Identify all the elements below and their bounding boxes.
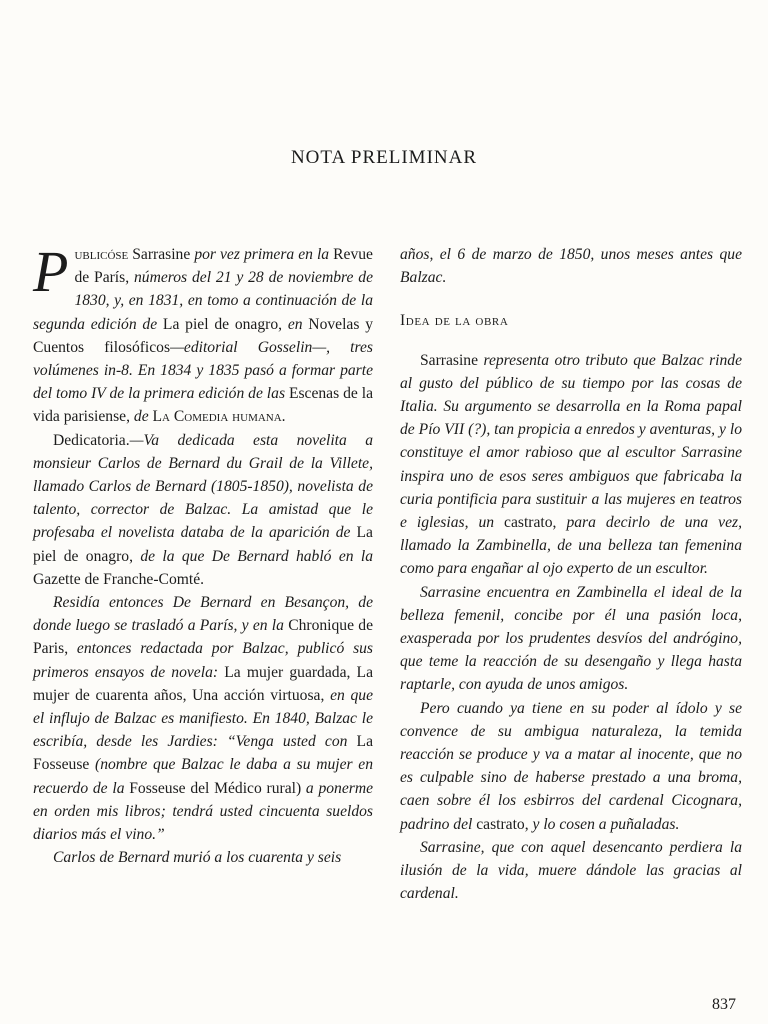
text-run: y lo cosen a puñaladas. <box>532 815 680 833</box>
page-title: NOTA PRELIMINAR <box>290 147 478 168</box>
text-run: por vez primera en la <box>194 246 330 263</box>
text-run: Residía entonces De Bernard en Besançon, de donde luego se trasladó a París, y en la <box>33 594 373 635</box>
paragraph-death <box>33 846 373 869</box>
paragraph-argument <box>400 349 742 581</box>
text-run: representa otro tributo que Balzac rinde al gusto del público de su tiempo por las cosas de Italia. Su argumento se desarrolla en la Roma papal de Pío VII (?), tan propicia a enredos y aventuras, y lo constituye el amor rabioso que al escultor Sarrasine inspira uno de esos seres ambiguos que fabricaba la curia pontificia para sustituir a las mujeres en teatros e iglesias, un <box>400 351 742 532</box>
text-run: La Fosseuse <box>33 733 373 774</box>
text-run: La Comedia humana. <box>148 408 286 426</box>
text-run: Dedicatoria. <box>53 431 130 449</box>
text-run: Escenas de la vida parisiense, <box>33 385 373 426</box>
text-run: de <box>133 408 149 426</box>
text-run: La mujer guardada, La mujer de cuarenta años, Una acción virtuosa, <box>33 663 374 704</box>
text-run: La piel de onagro, <box>157 315 288 333</box>
text-run: Sarrasine <box>128 246 195 263</box>
page-number: 837 <box>712 996 736 1013</box>
text-run: —Va dedicada esta novelita a monsieur Carlos de Bernard du Grail de la Villete, llamado Carlos de Bernard (1805-1850), novelista de talento, corrector de Balzac. La amistad que le profesaba el novelista databa de la aparición de <box>33 431 373 542</box>
text-run: números del 21 y 28 de noviembre de 1830, y, en 1831, en tomo a continuación de la segunda edición de <box>33 269 373 333</box>
text-run: castrato, <box>494 514 567 532</box>
text-run: (nombre que Balzac le daba a su mujer en recuerdo de la <box>33 756 373 797</box>
text-run: Chronique de Paris, <box>33 617 373 658</box>
text-run: Carlos de Bernard murió a los cuarenta y seis <box>53 849 342 867</box>
text-run: en que el influjo de Balzac es manifiesto. En 1840, Balzac le escribía, desde les Jardies: “Venga usted con <box>33 686 373 751</box>
lead-word: ublicóse <box>74 246 129 263</box>
paragraph-besancon <box>33 591 373 846</box>
text-run: Gazette de Franche-Comté. <box>33 570 205 588</box>
text-run: de la que De Bernard habló en la <box>140 547 373 565</box>
text-run: Sarrasine <box>420 351 484 369</box>
text-run: Sarrasine, que con aquel desencanto perdiera la ilusión de la vida, muere dándole las gracias al cardenal. <box>400 838 742 903</box>
text-run: Sarrasine encuentra en Zambinella el ideal de la belleza femenil, concibe por él una pasión loca, exasperada por los prudentes desvíos del andrógino, que teme la reacción de su desengaño y llega hasta raptarle, con ayuda de unos amigos. <box>400 583 742 694</box>
paragraph-passion <box>400 581 742 697</box>
paragraph-continuation <box>400 243 742 289</box>
text-run: Novelas y Cuentos filosóficos <box>33 315 373 356</box>
paragraph-ending <box>400 836 742 906</box>
text-run: años, el 6 de marzo de 1850, unos meses antes que Balzac. <box>400 246 742 287</box>
paragraph-dedication <box>33 429 373 591</box>
text-run: Revue de París, <box>74 246 373 287</box>
paragraph-reaction <box>400 697 742 836</box>
section-heading: Idea de la obra <box>400 312 509 330</box>
text-run: —editorial Gosselin—, tres volúmenes in-8. En 1834 y 1835 pasó a formar parte del tomo IV de la primera edición de las <box>33 338 373 403</box>
text-run: Fosseuse del Médico rural) <box>124 779 306 797</box>
text-run: Pero cuando ya tiene en su poder al ídolo y se convence de su ambigua naturaleza, la temida reacción se produce y va a matar al inocente, que no es culpable sino de haberse prestado a una broma, caen sobre él los esbirros del cardenal Cicognara, padrino del <box>400 699 742 833</box>
text-run: entonces redactada por Balzac, publicó sus primeros ensayos de novela: <box>33 640 374 681</box>
text-run: para decirlo de una vez, llamado la Zambinella, de una belleza tan femenina como para engañar al ojo experto de un escultor. <box>400 514 742 578</box>
text-run: en <box>287 315 303 333</box>
drop-cap: P <box>33 239 69 304</box>
text-run: a ponerme en orden mis libros; tendrá usted cincuenta sueldos diarios más el vino.” <box>33 779 374 844</box>
text-run: castrato, <box>472 815 533 833</box>
paragraph-publication <box>33 239 373 429</box>
left-column <box>33 239 374 869</box>
text-run: La piel de onagro, <box>33 524 373 565</box>
right-column <box>400 243 742 905</box>
